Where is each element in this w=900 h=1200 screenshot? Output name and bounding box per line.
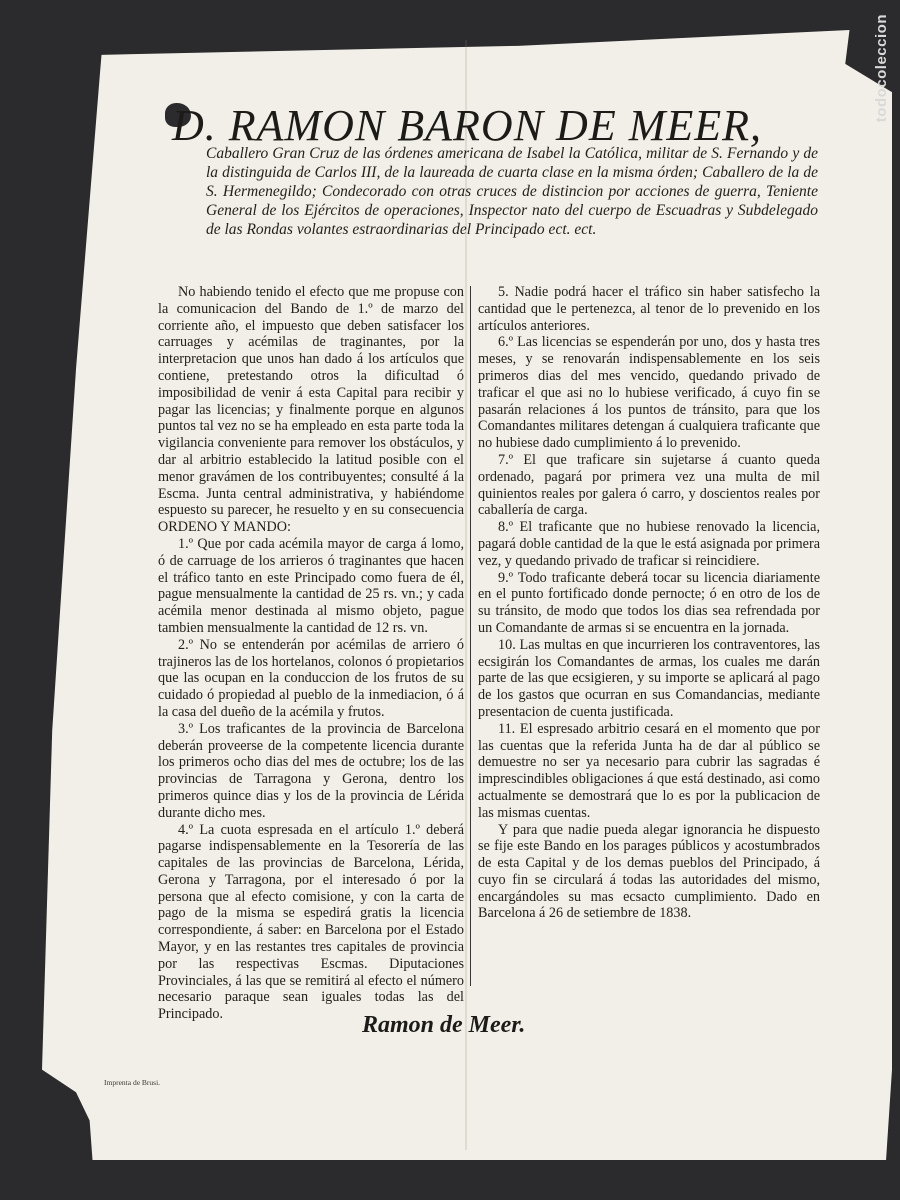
article-7: 7.º El que traficare sin sujetarse á cuanto queda ordenado, pagará por primera vez una multa de mil quinientos reales por galera ó carro, y doscientos reales por caballería de carga.: [478, 451, 820, 519]
article-9: 9.º Todo traficante deberá tocar su licencia diariamente en el punto fortificado donde pernocte; ó en otro de los de su tránsito, de modo que todos los dias sea refrendada por un Comandante de armas si se encuentra en la jornada.: [478, 569, 820, 636]
article-10: 10. Las multas en que incurrieren los contraventores, las ecsigirán los Comandantes de armas, los cuales me darán parte de las que ecsigieren, y su importe se aplicará al pago de los gastos que ocurran en sus Comandancias, mediante presentacion de cuenta justificada.: [478, 636, 820, 720]
printer-imprint: Imprenta de Brusi.: [104, 1078, 161, 1087]
article-5: 5. Nadie podrá hacer el tráfico sin haber satisfecho la cantidad que le pertenezca, al tenor de lo prevenido en los artículos anteriores.: [478, 284, 820, 334]
watermark-text: todocoleccion: [873, 14, 890, 123]
article-6: 6.º Las licencias se espenderán por uno, dos y hasta tres meses, y se renovarán indispensablemente en los seis primeros dias del mes vencido, quedando privado de traficar el que asi no lo hubiese verificado, á cuyo fin se pasarán relaciones á los puntos de tránsito, para que los Comandantes militares detengan á cualquiera traficante que no hubiese dado cumplimiento á lo prevenido.: [478, 334, 820, 452]
left-column: [158, 284, 464, 1023]
article-2: 2.º No se entenderán por acémilas de arriero ó trajineros las de los hortelanos, colonos ó propietarios que las ocupan en la conduccion de los frutos de su cuidado ó propiedad al pueblo de la inmediacion, ó á la casa del dueño de la acémila y frutos.: [158, 636, 464, 720]
article-8: 8.º El traficante que no hubiese renovado la licencia, pagará doble cantidad de la que le está asignada por primera vez, y quedando privado de traficar si reincidiere.: [478, 519, 820, 569]
article-11: 11. El espresado arbitrio cesará en el momento que por las cuentas que la referida Junta ha de dar al público se demuestre no ser ya necesario para cubrir las sagradas é imprescindibles obligaciones á que está destinado, asi como actualmente se demostrará que lo es por la publicacion de las mismas cuentas.: [478, 720, 820, 821]
column-divider: [470, 286, 471, 986]
document-title: D. RAMON BARON DE MEER,: [172, 101, 762, 150]
right-column: [478, 284, 820, 922]
closing-paragraph: Y para que nadie pueda alegar ignorancia he dispuesto se fije este Bando en los parages públicos y acostumbrados de esta Capital y de los demas pueblos del Principado, á cuyo fin se circulará á todas las autoridades del mismo, encargándoles su mas ecsacto cumplimiento. Dado en Barcelona á 26 de setiembre de 1838.: [478, 821, 820, 922]
preamble-paragraph: No habiendo tenido el efecto que me propuse con la comunicacion del Bando de 1.º de marzo del corriente año, el impuesto que deben satisfacer los carruages y acémilas de traginantes, por la interpretacion que unos han dado á los artículos que contiene, pretestando otros la dificultad ó imposibilidad de venir á esta Capital para recibir y pagar las licencias; y finalmente porque en algunos puntos tal vez no se ha empleado en esta parte toda la vigilancia conveniente para remover los obstáculos, y dar al arbitrio establecido la latitud posible con el menor gravámen de los contribuyentes; consulté á la Escma. Junta central administrativa, y habiéndome espuesto su parecer, he resuelto y en su consecuencia ORDENO Y MANDO:: [158, 284, 464, 536]
document-subtitle: Caballero Gran Cruz de las órdenes americana de Isabel la Católica, militar de S. Fernando y de la distinguida de Carlos III, de la laureada de cuarta clase en la misma órden; Caballero de la de S. Hermenegildo; Condecorado con otras cruces de distincion por acciones de guerra, Teniente General de los Ejércitos de operaciones, Inspector nato del cuerpo de Escuadras y Subdelegado de las Rondas volantes estraordinarias del Principado ect. ect.: [206, 145, 818, 238]
signature: Ramon de Meer.: [362, 1012, 526, 1038]
article-4: 4.º La cuota espresada en el artículo 1.º deberá pagarse indispensablemente en la Tesorería de las capitales de las provincias de Barcelona, Lérida, Gerona y Tarragona, por el interesado ó por la persona que al efecto comisione, y con la carta de pago de la misma se espedirá gratis la licencia correspondiente, á saber: en Barcelona por el Estado Mayor, y en las restantes tres capitales de provincia por las respectivas Escmas. Diputaciones Provinciales, á las que se remitirá al efecto el número necesario paraque sean iguales todas las del Principado.: [158, 821, 464, 1023]
article-3: 3.º Los traficantes de la provincia de Barcelona deberán proveerse de la competente licencia durante los primeros ocho dias del mes de octubre; los de las provincias de Tarragona y Gerona, dentro los primeros quince dias y los de la provincia de Lérida durante dicho mes.: [158, 720, 464, 821]
article-1: 1.º Que por cada acémila mayor de carga á lomo, ó de carruage de los arrieros ó traginantes que hacen el tráfico tanto en este Principado como fuera de él, pague mensualmente la cantidad de 25 rs. vn.; y cada acémila menor destinada al mismo objeto, pague tambien mensualmente la cantidad de 12 rs. vn.: [158, 535, 464, 636]
